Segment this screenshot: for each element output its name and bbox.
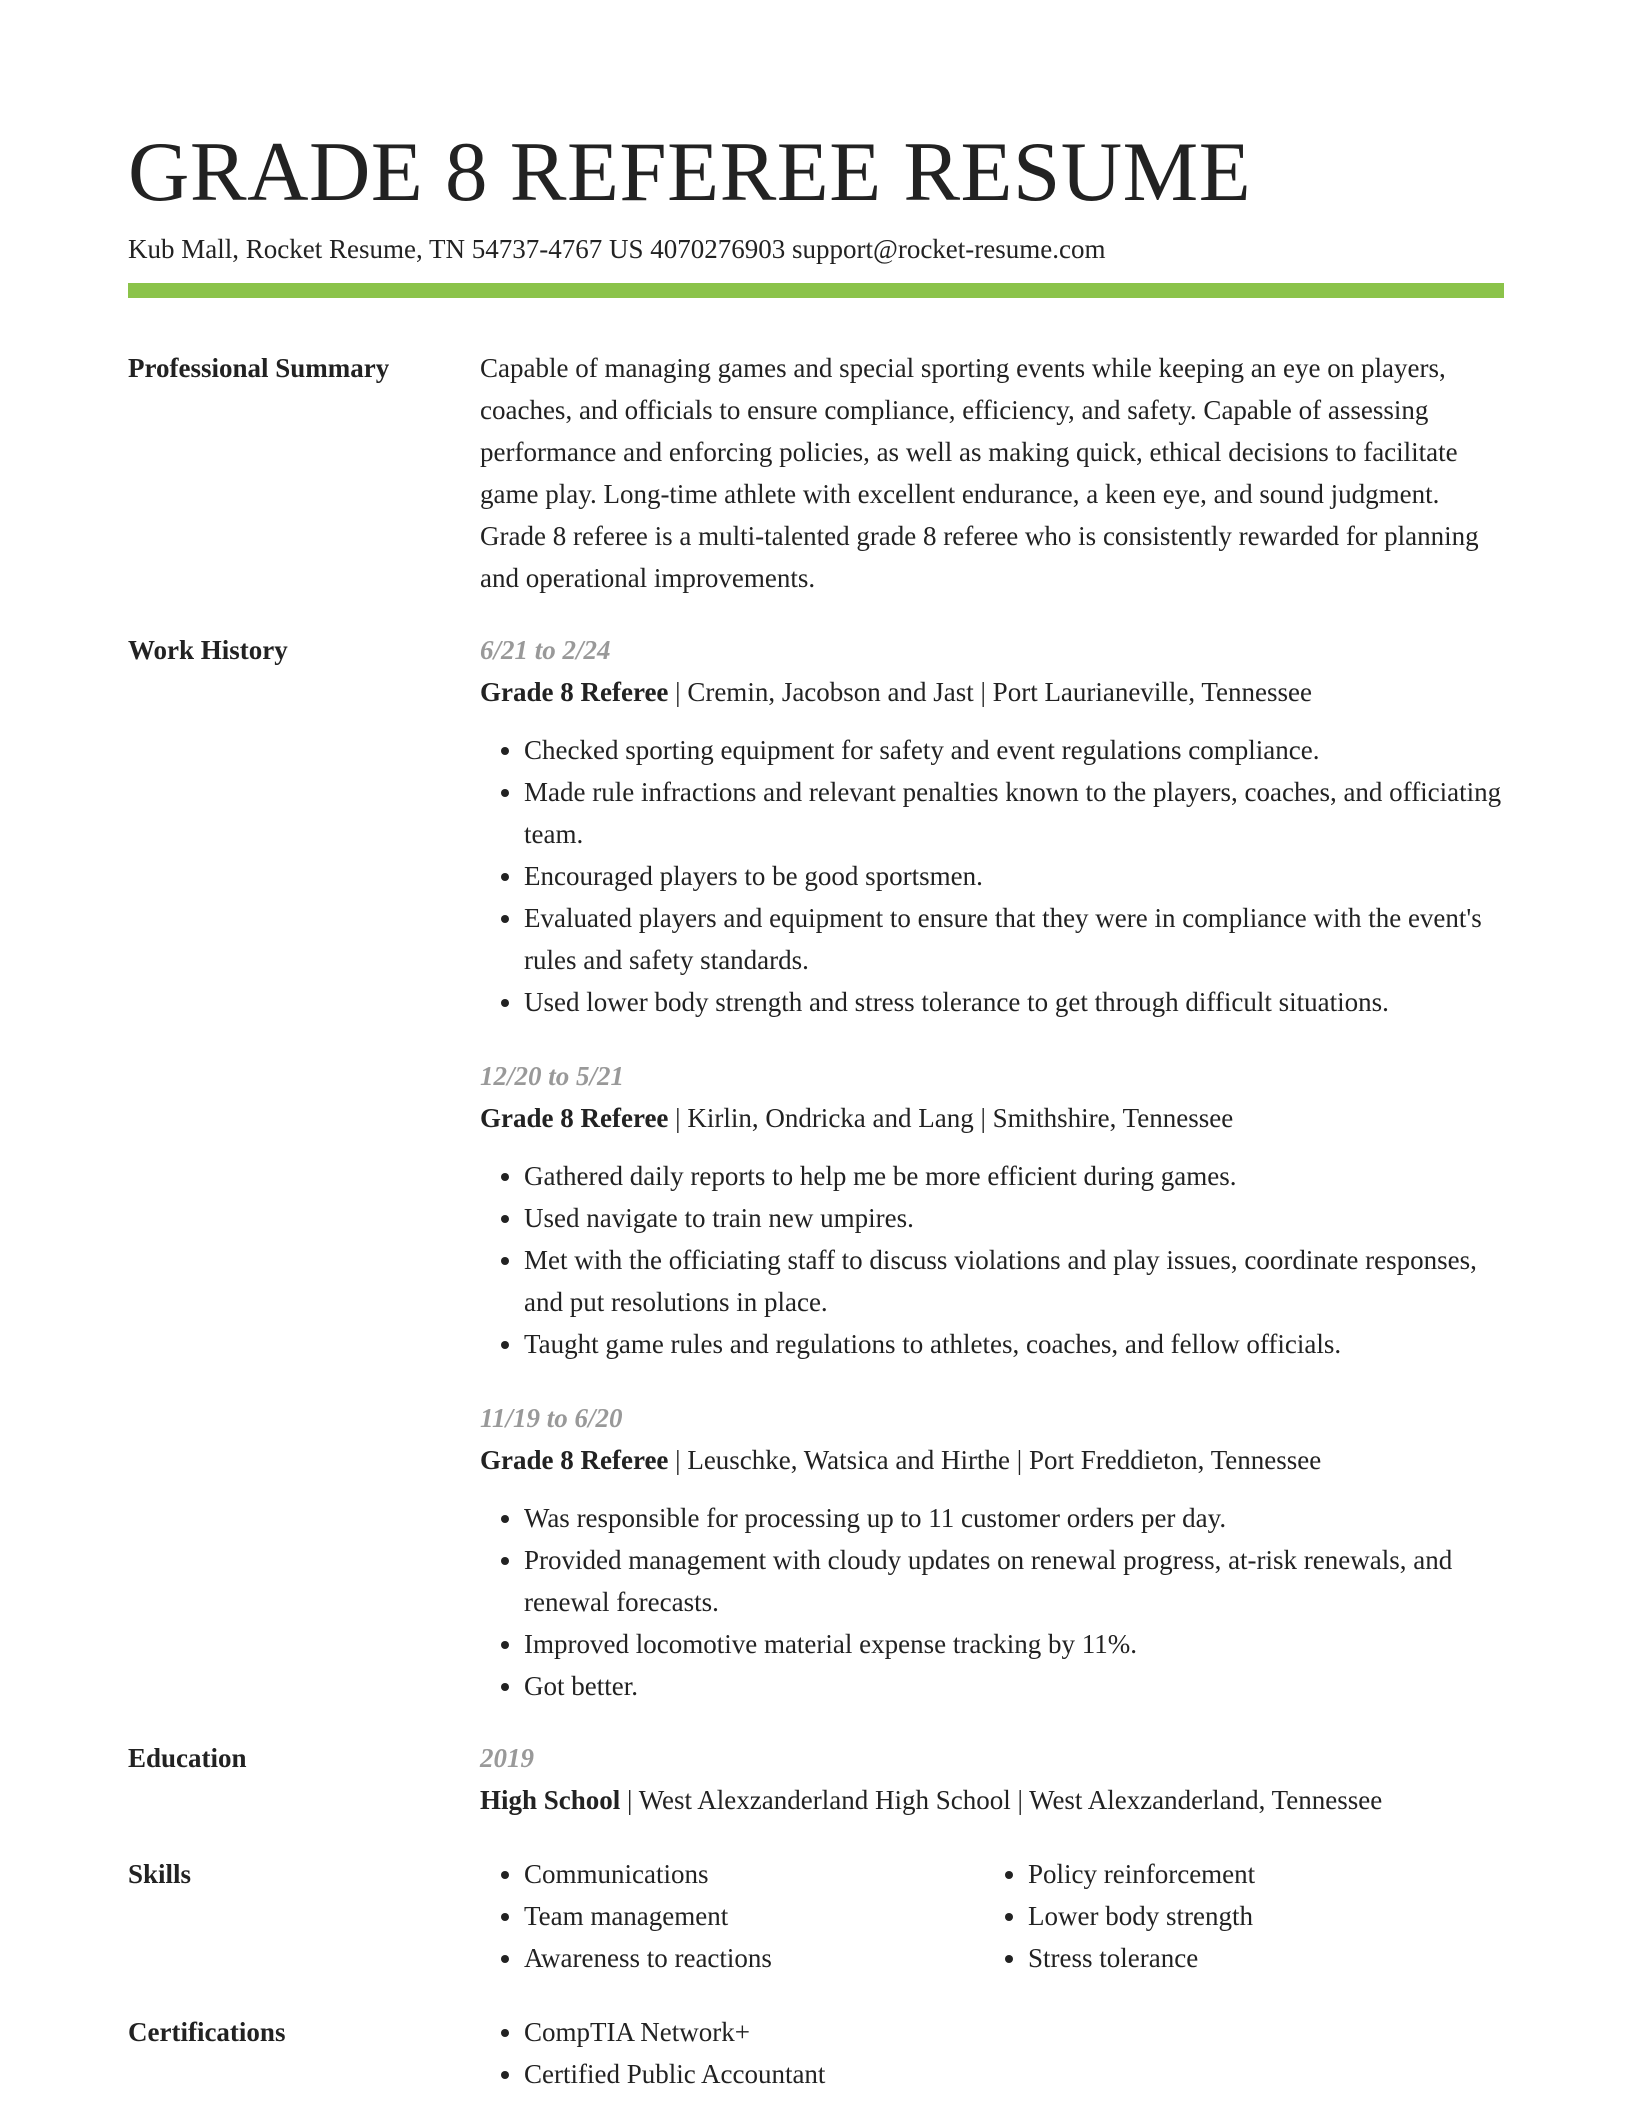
- skill-item: • Communications: [524, 1853, 984, 1895]
- work-history-section: [128, 629, 1504, 1707]
- job-employer-location: | Kirlin, Ondricka and Lang | Smithshire, Tennessee: [668, 1103, 1234, 1133]
- education-heading: [480, 1779, 1504, 1821]
- job-bullet: • Gathered daily reports to help me be more efficient during games.: [524, 1155, 1504, 1197]
- accent-divider: [128, 283, 1504, 298]
- job-bullet: • Used navigate to train new umpires.: [524, 1197, 1504, 1239]
- job-bullet: • Encouraged players to be good sportsmen.: [524, 855, 1504, 897]
- job-heading: [480, 1097, 1504, 1139]
- resume-page: [128, 0, 1504, 2095]
- job-entry: [480, 1055, 1504, 1365]
- education-year: 2019: [480, 1743, 534, 1773]
- skill-item: • Lower body strength: [1028, 1895, 1488, 1937]
- job-bullet: • Got better.: [524, 1665, 1504, 1707]
- job-dates: 6/21 to 2/24: [480, 635, 611, 665]
- section-heading-certifications: Certifications: [128, 2017, 286, 2047]
- job-bullets: [480, 729, 1504, 1023]
- summary-body: [480, 347, 1504, 599]
- summary-text: Capable of managing games and special sporting events while keeping an eye on players, coaches, and officials to ensure compliance, efficiency, and safety. Capable of assessing performance and enforcing policies, as well as making quick, ethical decisions to facilitate game play. Long-time athlete with excellent endurance, a keen eye, and sound judgment. Grade 8 referee is a multi-talented grade 8 referee who is consistently rewarded for planning and operational improvements.: [480, 353, 1479, 593]
- job-employer-location: | Cremin, Jacobson and Jast | Port Laurianeville, Tennessee: [668, 677, 1312, 707]
- job-bullet: • Improved locomotive material expense tracking by 11%.: [524, 1623, 1504, 1665]
- job-bullet: • Checked sporting equipment for safety and event regulations compliance.: [524, 729, 1504, 771]
- contact-line: Kub Mall, Rocket Resume, TN 54737-4767 US 4070276903 support@rocket-resume.com: [128, 234, 1106, 264]
- job-title: Grade 8 Referee: [480, 1103, 669, 1133]
- skills-list: [480, 1853, 984, 1979]
- education-school-location: | West Alexzanderland High School | West Alexzanderland, Tennessee: [620, 1785, 1383, 1815]
- job-title: Grade 8 Referee: [480, 1445, 669, 1475]
- skills-list: [984, 1853, 1488, 1979]
- job-bullet: • Evaluated players and equipment to ensure that they were in compliance with the event's rules and safety standards.: [524, 897, 1504, 981]
- education-degree: High School: [480, 1785, 621, 1815]
- job-entry: [480, 1397, 1504, 1707]
- skills-body: [480, 1853, 1504, 1979]
- skill-item: • Awareness to reactions: [524, 1937, 984, 1979]
- skills-section: [128, 1853, 1504, 1979]
- job-bullet: • Was responsible for processing up to 11 customer orders per day.: [524, 1497, 1504, 1539]
- job-heading: [480, 671, 1504, 713]
- job-bullet: • Taught game rules and regulations to athletes, coaches, and fellow officials.: [524, 1323, 1504, 1365]
- resume-title: GRADE 8 REFEREE RESUME: [128, 125, 1252, 219]
- section-heading-summary: Professional Summary: [128, 353, 390, 383]
- job-employer-location: | Leuschke, Watsica and Hirthe | Port Freddieton, Tennessee: [668, 1445, 1322, 1475]
- job-bullets: [480, 1497, 1504, 1707]
- skills-column-right: [984, 1853, 1488, 1979]
- certification-item: • Certified Public Accountant: [524, 2053, 1504, 2095]
- job-entry: [480, 629, 1504, 1023]
- job-bullet: • Met with the officiating staff to discuss violations and play issues, coordinate responses, and put resolutions in place.: [524, 1239, 1504, 1323]
- job-bullet: • Used lower body strength and stress tolerance to get through difficult situations.: [524, 981, 1504, 1023]
- certifications-body: [480, 2011, 1504, 2095]
- certification-item: • CompTIA Network+: [524, 2011, 1504, 2053]
- education-section: [128, 1737, 1504, 1821]
- section-heading-education: Education: [128, 1743, 247, 1773]
- job-heading: [480, 1439, 1504, 1481]
- skill-item: • Stress tolerance: [1028, 1937, 1488, 1979]
- skills-grid: [480, 1853, 1504, 1979]
- job-bullets: [480, 1155, 1504, 1365]
- skill-item: • Policy reinforcement: [1028, 1853, 1488, 1895]
- skill-item: • Team management: [524, 1895, 984, 1937]
- certifications-section: [128, 2011, 1504, 2095]
- summary-section: [128, 347, 1504, 599]
- certifications-list: [480, 2011, 1504, 2095]
- education-body: [480, 1737, 1504, 1821]
- job-dates: 12/20 to 5/21: [480, 1061, 625, 1091]
- skills-column-left: [480, 1853, 984, 1979]
- job-bullet: • Made rule infractions and relevant penalties known to the players, coaches, and officiating team.: [524, 771, 1504, 855]
- section-heading-skills: Skills: [128, 1859, 192, 1889]
- job-title: Grade 8 Referee: [480, 677, 669, 707]
- job-bullet: • Provided management with cloudy updates on renewal progress, at-risk renewals, and renewal forecasts.: [524, 1539, 1504, 1623]
- job-dates: 11/19 to 6/20: [480, 1403, 623, 1433]
- work-history-body: [480, 629, 1504, 1707]
- section-heading-work-history: Work History: [128, 635, 288, 665]
